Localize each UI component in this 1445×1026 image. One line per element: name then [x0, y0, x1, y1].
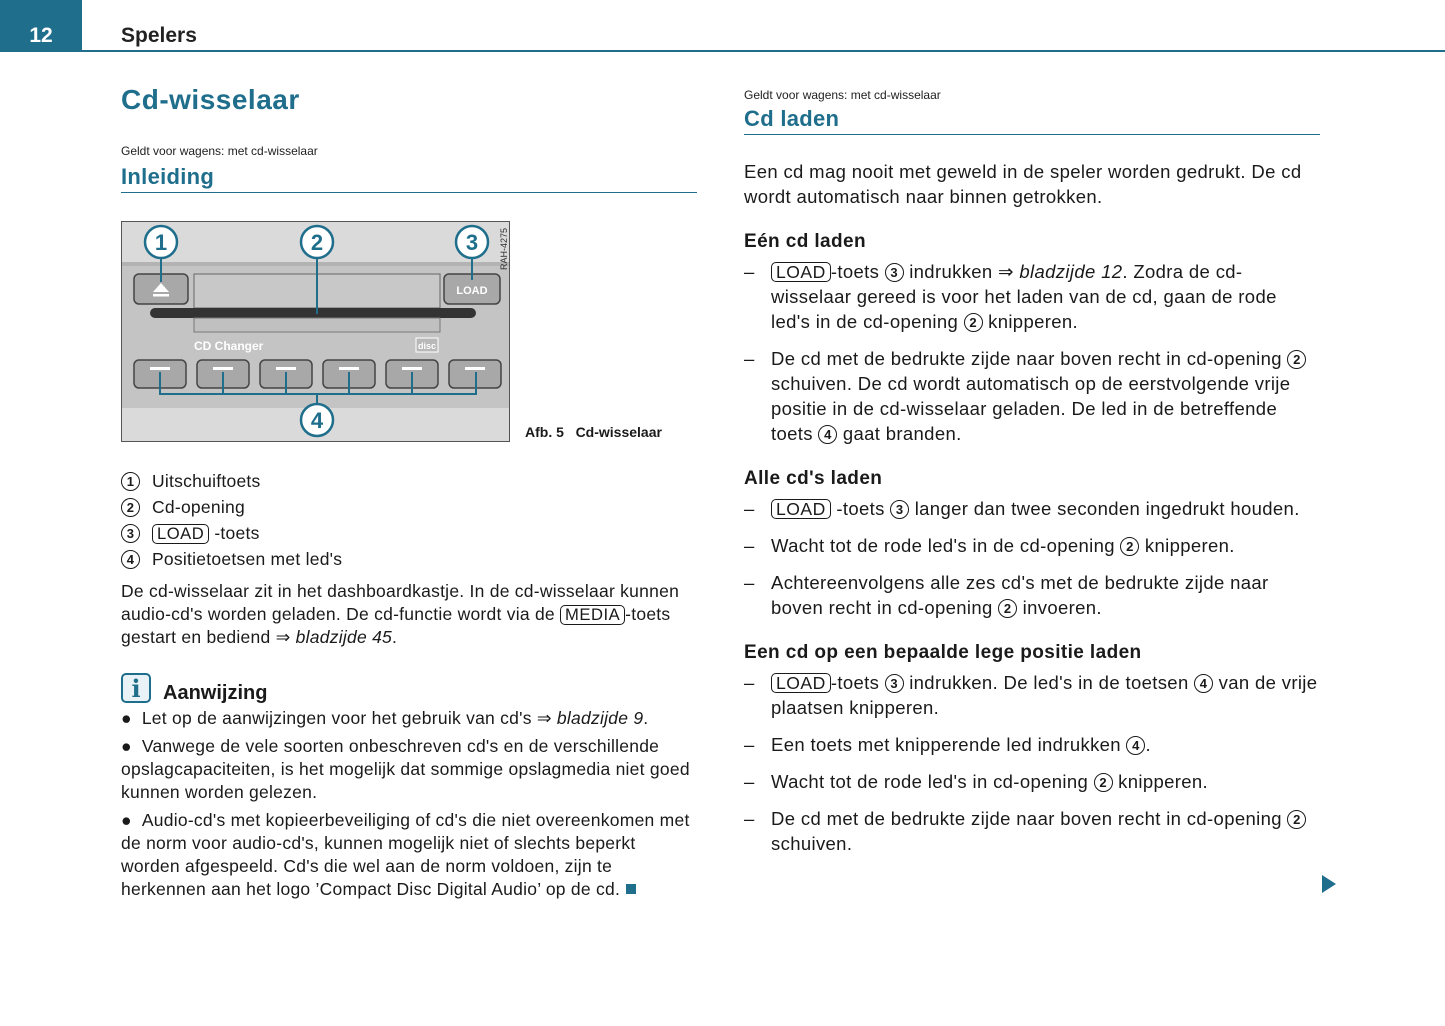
legend-number: 4 [121, 550, 140, 569]
list-item: – Wacht tot de rode led's in de cd-opening 2 knipperen. [744, 535, 1235, 556]
item-text: knipperen. [1144, 535, 1235, 556]
intro-text: -toets gestart en bediend ⇒ [121, 604, 671, 647]
list-item: – Wacht tot de rode led's in cd-opening 2 knipperen. [744, 771, 1209, 792]
item-text: . [1145, 734, 1151, 755]
item-text: schuiven. De cd wordt automatisch op de eerstvolgende vrije positie in de cd-wisselaar geladen. De led in de betreffende toets [771, 373, 1291, 444]
callout-ref: 4 [818, 425, 837, 444]
item-text: De cd met de bedrukte zijde naar boven recht in cd-opening [771, 348, 1282, 369]
page-reference-12[interactable]: bladzijde 12 [1019, 261, 1123, 282]
cd-changer-label: CD Changer [194, 339, 264, 353]
callout-ref: 2 [998, 599, 1017, 618]
note-title: Aanwijzing [163, 682, 268, 704]
cd-laden-intro: Een cd mag nooit met geweld in de speler worden gedrukt. De cd wordt automatisch naar binnen getrokken. [744, 161, 1302, 207]
legend-number: 2 [121, 498, 140, 517]
page-reference-9[interactable]: bladzijde 9 [556, 708, 644, 728]
list-item: – LOAD -toets 3 langer dan twee seconden ingedrukt houden. [744, 498, 1300, 519]
legend-number: 3 [121, 524, 140, 543]
item-text: Een toets met knipperende led indrukken [771, 734, 1121, 755]
item-text: Wacht tot de rode led's in cd-opening [771, 771, 1089, 792]
note-bullet: ● Let op de aanwijzingen voor het gebruik van cd's ⇒ bladzijde 9. [121, 708, 649, 728]
instruction-list [744, 496, 1320, 620]
item-text: . Zodra de cd-wisselaar gereed is voor het laden van de cd, gaan de rode led's in de cd-opening [771, 261, 1277, 332]
next-page-arrow-icon[interactable] [1322, 875, 1336, 893]
figure-caption-text: Cd-wisselaar [575, 424, 662, 440]
callout-2: 2 [310, 230, 324, 255]
callout-ref: 4 [1126, 736, 1145, 755]
callout-3: 3 [465, 230, 479, 255]
item-text: -toets [830, 261, 880, 282]
list-item: – De cd met de bedrukte zijde naar boven recht in cd-opening 2 schuiven. [744, 806, 1320, 856]
page-number: 12 [0, 0, 82, 52]
section-title-inleiding: Inleiding [121, 164, 697, 193]
item-text: indrukken. De led's in de toetsen [909, 672, 1189, 693]
subsection-alle-cds-laden: Alle cd's laden [744, 468, 883, 489]
item-text: gaat branden. [842, 423, 962, 444]
section-title-cd-laden: Cd laden [744, 106, 1320, 135]
list-item: – LOAD -toets 3 indrukken. De led's in de toetsen 4 van de vrije plaatsen knipperen. [744, 672, 1318, 718]
figure-caption-label: Afb. 5 [525, 424, 564, 440]
item-text: Achtereenvolgens alle zes cd's met de bedrukte zijde naar boven recht in cd-opening [771, 572, 1269, 618]
note-text: . [643, 708, 649, 728]
intro-paragraph [121, 580, 697, 649]
page-reference-45[interactable]: bladzijde 45 [295, 627, 393, 647]
note-text: Vanwege de vele soorten onbeschreven cd's en de verschillende opslagcapaciteiten, is het mogelijk dat sommige opslagmedia niet goed kunnen worden gelezen. [121, 736, 690, 802]
legend-item [121, 520, 697, 546]
item-text: knipperen. [1118, 771, 1209, 792]
item-text: -toets [830, 672, 880, 693]
instruction-list [744, 259, 1320, 446]
legend-text: Positietoetsen met led's [152, 548, 343, 569]
callout-ref: 2 [1287, 810, 1306, 829]
legend-number: 1 [121, 472, 140, 491]
legend-text: Uitschuiftoets [152, 470, 261, 491]
item-text: knipperen. [988, 311, 1079, 332]
item-text: -toets [836, 498, 885, 519]
legend-item [121, 494, 697, 520]
info-icon: i [121, 673, 151, 703]
list-item: – Een toets met knipperende led indrukken 4 . [744, 734, 1151, 755]
load-key: LOAD [771, 673, 831, 693]
note-text: Let op de aanwijzingen voor het gebruik van cd's ⇒ [141, 708, 552, 728]
chapter-title: Spelers [121, 24, 197, 47]
list-item: – LOAD -toets 3 indrukken ⇒ bladzijde 12. Zodra de cd-wisselaar gereed is voor het laden van de cd, gaan de rode led's in de cd-opening 2 knipperen. [744, 261, 1277, 332]
disc-logo: disc [417, 341, 437, 351]
figure-caption [525, 424, 662, 440]
note-text: Audio-cd's met kopieerbeveiliging of cd's die niet overeenkomen met de norm voor audio-cd's, kunnen mogelijk niet of slechts beperkt worden afgespeeld. Cd's die wel aan de norm voldoen, zijn te herkennen aan het logo ’Compact Disc Digital Audio’ op de cd. [121, 810, 690, 899]
end-of-section-marker [626, 884, 636, 894]
legend-text: -toets [214, 522, 260, 543]
intro-text: De cd-wisselaar zit in het dashboardkastje. In de cd-wisselaar kunnen audio-cd's worden geladen. De cd-functie wordt via de [121, 581, 680, 624]
figure-ref-code: RAH-4275 [499, 227, 509, 270]
list-item: – Achtereenvolgens alle zes cd's met de bedrukte zijde naar boven recht in cd-opening 2 invoeren. [744, 572, 1269, 618]
callout-ref: 2 [1287, 350, 1306, 369]
callout-1: 1 [154, 230, 168, 255]
callout-ref: 4 [1194, 674, 1213, 693]
note-bullet: ● Vanwege de vele soorten onbeschreven cd's en de verschillende opslagcapaciteiten, is het mogelijk dat sommige opslagmedia niet goed kunnen worden gelezen. [121, 736, 690, 802]
load-key: LOAD [771, 499, 831, 519]
load-button-label: LOAD [456, 285, 488, 297]
callout-ref: 3 [890, 500, 909, 519]
item-text: invoeren. [1022, 597, 1102, 618]
subsection-lege-positie-laden: Een cd op een bepaalde lege positie laden [744, 642, 1142, 663]
figure-legend [121, 468, 697, 901]
note-list [121, 707, 697, 901]
subsection-een-cd-laden: Eén cd laden [744, 231, 867, 252]
left-column [121, 84, 697, 899]
callout-4: 4 [310, 408, 324, 433]
item-text: langer dan twee seconden ingedrukt houden. [914, 498, 1300, 519]
callout-ref: 3 [885, 674, 904, 693]
legend-item [121, 546, 697, 572]
load-key: LOAD [771, 262, 831, 282]
cd-changer-figure [121, 221, 510, 442]
intro-text: . [392, 627, 398, 647]
load-key: LOAD [152, 524, 209, 544]
cd-changer-illustration [122, 222, 510, 442]
right-column [744, 88, 1320, 856]
item-text: schuiven. [771, 833, 853, 854]
callout-ref: 2 [1120, 537, 1139, 556]
legend-text: Cd-opening [152, 496, 245, 517]
instruction-list [744, 670, 1320, 856]
list-item: – De cd met de bedrukte zijde naar boven recht in cd-opening 2 schuiven. De cd wordt automatisch op de eerstvolgende vrije positie in de cd-wisselaar geladen. De led in de betreffende toets 4 gaat branden. [744, 346, 1320, 446]
media-key: MEDIA [560, 605, 625, 625]
applies-to-note: Geldt voor wagens: met cd-wisselaar [744, 88, 941, 102]
item-text: van de vrije plaatsen knipperen. [771, 672, 1318, 718]
callout-ref: 3 [885, 263, 904, 282]
legend-item [121, 468, 697, 494]
item-text: indrukken ⇒ [909, 261, 1014, 282]
callout-ref: 2 [964, 313, 983, 332]
item-text: De cd met de bedrukte zijde naar boven recht in cd-opening [771, 808, 1282, 829]
note-heading [121, 673, 697, 703]
item-text: Wacht tot de rode led's in de cd-opening [771, 535, 1115, 556]
page-title: Cd-wisselaar [121, 84, 300, 115]
note-bullet: ● Audio-cd's met kopieerbeveiliging of cd's die niet overeenkomen met de norm voor audio-cd's, kunnen mogelijk niet of slechts beperkt worden afgespeeld. Cd's die wel aan de norm voldoen, zijn te herkennen aan het logo ’Compact Disc Digital Audio’ op de cd. [121, 810, 690, 899]
callout-ref: 2 [1094, 773, 1113, 792]
header-rule [82, 50, 1445, 52]
applies-to-note: Geldt voor wagens: met cd-wisselaar [121, 144, 318, 158]
